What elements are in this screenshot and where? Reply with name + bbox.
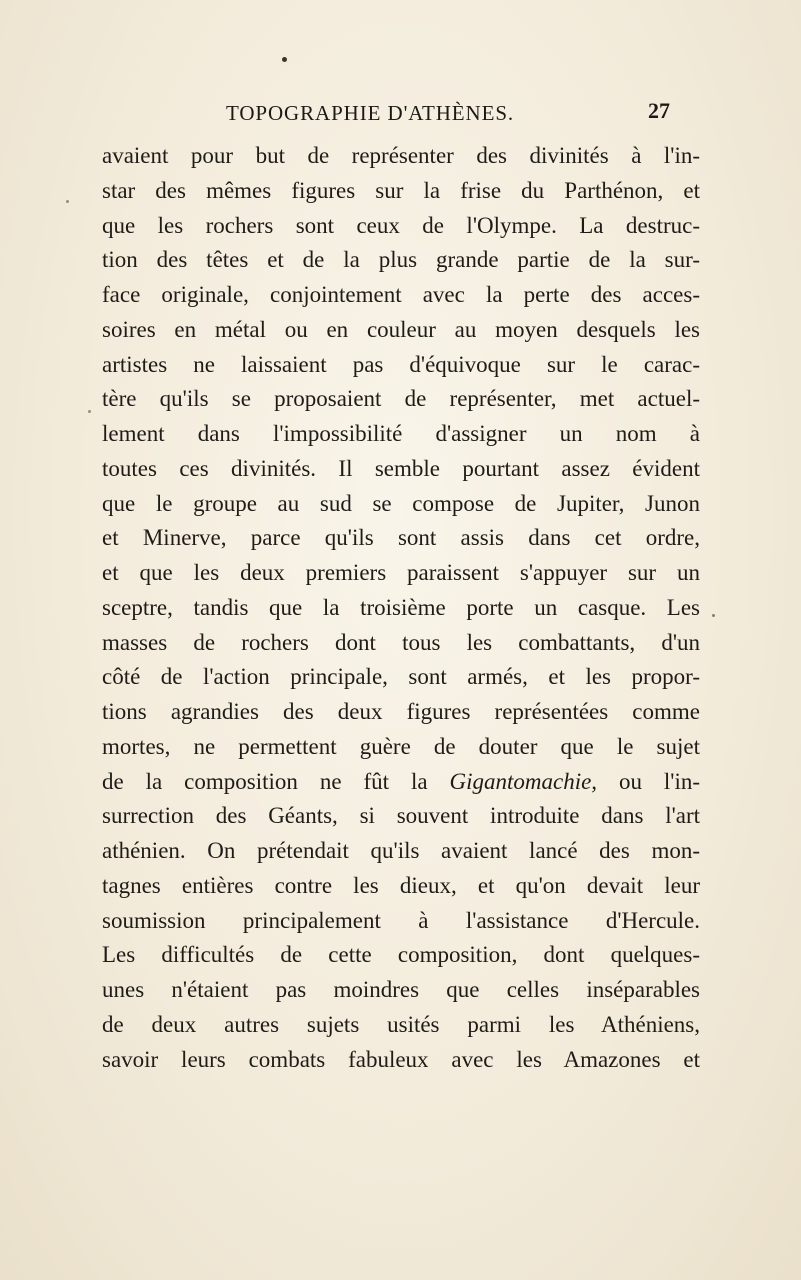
ink-speck xyxy=(712,614,715,617)
italic-term: Gigantomachie, xyxy=(449,768,598,794)
ink-speck xyxy=(88,410,91,413)
text-line: et que les deux premiers paraissent s'appuyer sur un xyxy=(102,560,700,585)
text-line: tions agrandies des deux figures représentées comme xyxy=(102,699,700,724)
text-line: Les difficultés de cette composition, dont quelques- xyxy=(102,942,700,968)
text-line: tère qu'ils se proposaient de représenter, met actuel- xyxy=(102,386,700,412)
text-line: de deux autres sujets usités parmi les Athéniens, xyxy=(102,1011,700,1037)
text-line: toutes ces divinités. Il semble pourtant assez évident xyxy=(102,455,700,481)
text-line: et Minerve, parce qu'ils sont assis dans cet ordre, xyxy=(102,525,700,551)
text-line: soires en métal ou en couleur au moyen desquels les xyxy=(102,316,700,342)
text-line-with-italic xyxy=(102,765,700,800)
text-line: masses de rochers dont tous les combattants, d'un xyxy=(102,629,700,655)
text-segment: de la composition ne fût la xyxy=(102,768,428,794)
text-segment: ou l'in- xyxy=(618,768,700,794)
text-line: lement dans l'impossibilité d'assigner un nom à xyxy=(102,421,700,446)
ink-speck xyxy=(282,57,287,62)
text-line: face originale, conjointement avec la perte des acces- xyxy=(102,282,700,307)
ink-speck xyxy=(66,200,69,203)
text-line: soumission principalement à l'assistance d'Hercule. xyxy=(102,907,700,933)
text-line: avaient pour but de représenter des divinités à l'in- xyxy=(102,143,700,168)
text-line: tion des têtes et de la plus grande partie de la sur- xyxy=(102,247,700,273)
running-title: TOPOGRAPHIE D'ATHÈNES. xyxy=(226,101,515,125)
text-line: savoir leurs combats fabuleux avec les Amazones et xyxy=(102,1046,700,1072)
text-line: que le groupe au sud se compose de Jupiter, Junon xyxy=(102,490,700,516)
body-text xyxy=(102,139,700,1077)
page-number: 27 xyxy=(648,98,670,123)
text-line: unes n'étaient pas moindres que celles inséparables xyxy=(102,977,700,1002)
text-line: mortes, ne permettent guère de douter que le sujet xyxy=(102,733,700,759)
text-line: surrection des Géants, si souvent introduite dans l'art xyxy=(102,803,700,829)
text-line: que les rochers sont ceux de l'Olympe. La destruc- xyxy=(102,212,700,238)
text-line: côté de l'action principale, sont armés, et les propor- xyxy=(102,664,700,690)
text-line: artistes ne laissaient pas d'équivoque sur le carac- xyxy=(102,351,700,377)
text-line: star des mêmes figures sur la frise du Parthénon, et xyxy=(102,177,700,203)
text-line: tagnes entières contre les dieux, et qu'on devait leur xyxy=(102,872,700,898)
text-line: athénien. On prétendait qu'ils avaient lancé des mon- xyxy=(102,838,700,863)
text-line: sceptre, tandis que la troisième porte un casque. Les xyxy=(102,594,700,620)
